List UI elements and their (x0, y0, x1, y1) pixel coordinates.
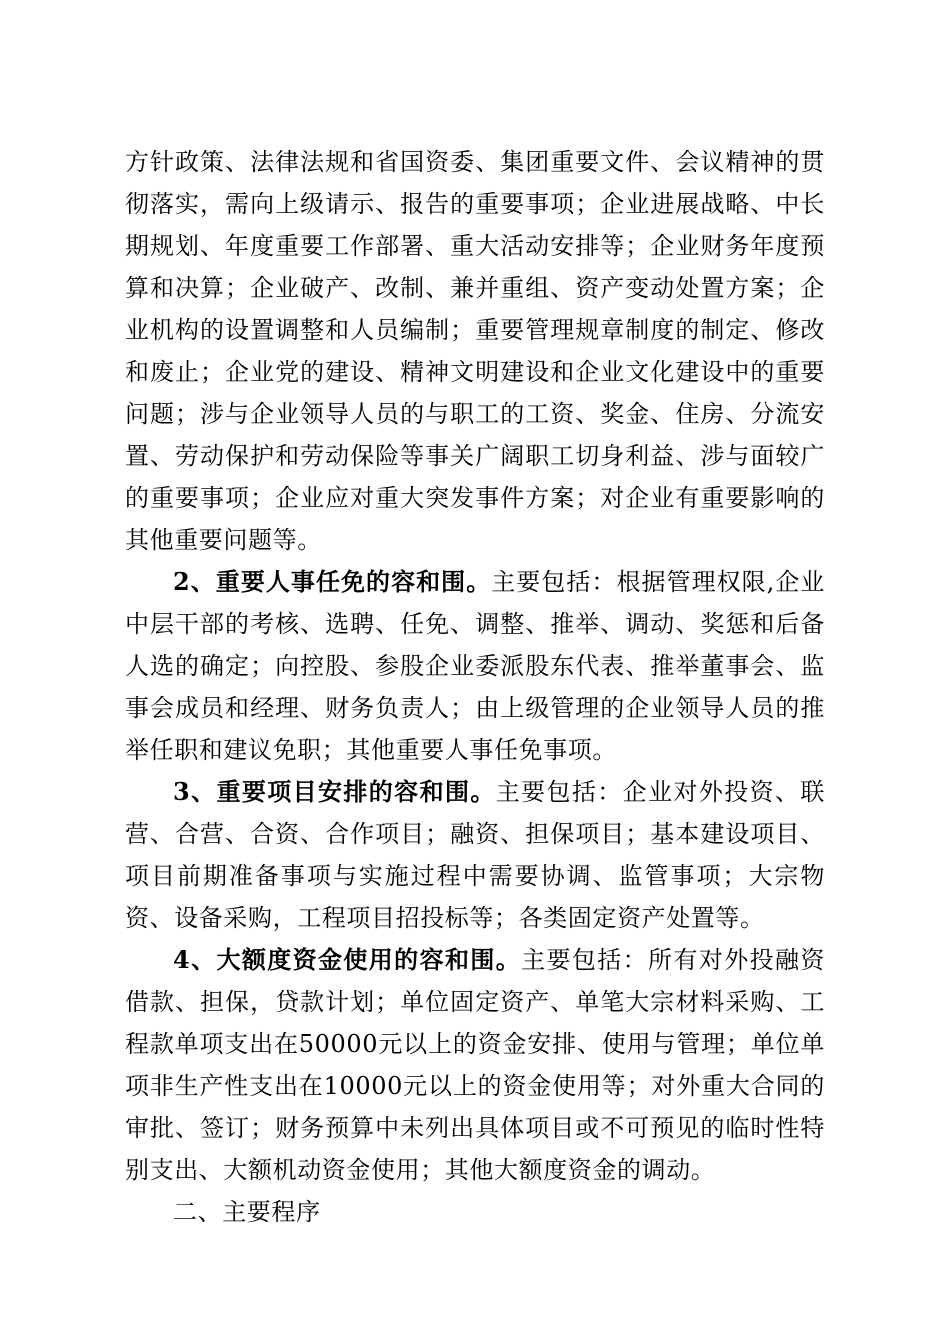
paragraph-fund-usage (125, 939, 825, 1191)
paragraph-text: 方针政策、法律法规和省国资委、集团重要文件、会议精神的贯彻落实，需向上级请示、报告的重要事项；企业进展战略、中长期规划、年度重要工作部署、重大活动安排等；企业财务年度预算和决算；企业破产、改制、兼并重组、资产变动处置方案；企业机构的设置调整和人员编制；重要管理规章制度的制定、修改和废止；企业党的建设、精神文明建设和企业文化建设中的重要问题；涉与企业领导人员的与职工的工资、奖金、住房、分流安置、劳动保护和劳动保险等事关广阔职工切身利益、涉与面较广的重要事项；企业应对重大突发事件方案；对企业有重要影响的其他重要问题等。 (125, 148, 825, 554)
section-body-projects: 主要包括：企业对外投资、联营、合营、合资、合作项目；融资、担保项目；基本建设项目、项目前期准备事项与实施过程中需要协调、监管事项；大宗物资、设备采购，工程项目招投标等；各类固定资产处置等。 (125, 778, 825, 932)
section-title-main-procedures (125, 1191, 825, 1233)
paragraph-scope-items (125, 141, 825, 561)
section-title-text: 二、主要程序 (173, 1198, 321, 1226)
section-heading-projects: 3、重要项目安排的容和围。 (173, 777, 496, 806)
paragraph-personnel-appointments (125, 561, 825, 771)
section-heading-personnel: 2、重要人事任免的容和围。 (173, 567, 492, 596)
section-heading-funds: 4、大额度资金使用的容和围。 (173, 945, 522, 974)
section-body-funds: 主要包括：所有对外投融资借款、担保，贷款计划；单位固定资产、单笔大宗材料采购、工程款单项支出在50000元以上的资金安排、使用与管理；单位单项非生产性支出在10000元以上的资金使用等；对外重大合同的审批、签订；财务预算中未列出具体项目或不可预见的临时性特别支出、大额机动资金使用；其他大额度资金的调动。 (125, 946, 825, 1184)
section-body-personnel: 主要包括：根据管理权限,企业中层干部的考核、选聘、任免、调整、推举、调动、奖惩和后备人选的确定；向控股、参股企业委派股东代表、推举董事会、监事会成员和经理、财务负责人；由上级管理的企业领导人员的推举任职和建议免职；其他重要人事任免事项。 (125, 568, 825, 764)
document-body (125, 141, 825, 1233)
paragraph-project-arrangements (125, 771, 825, 939)
